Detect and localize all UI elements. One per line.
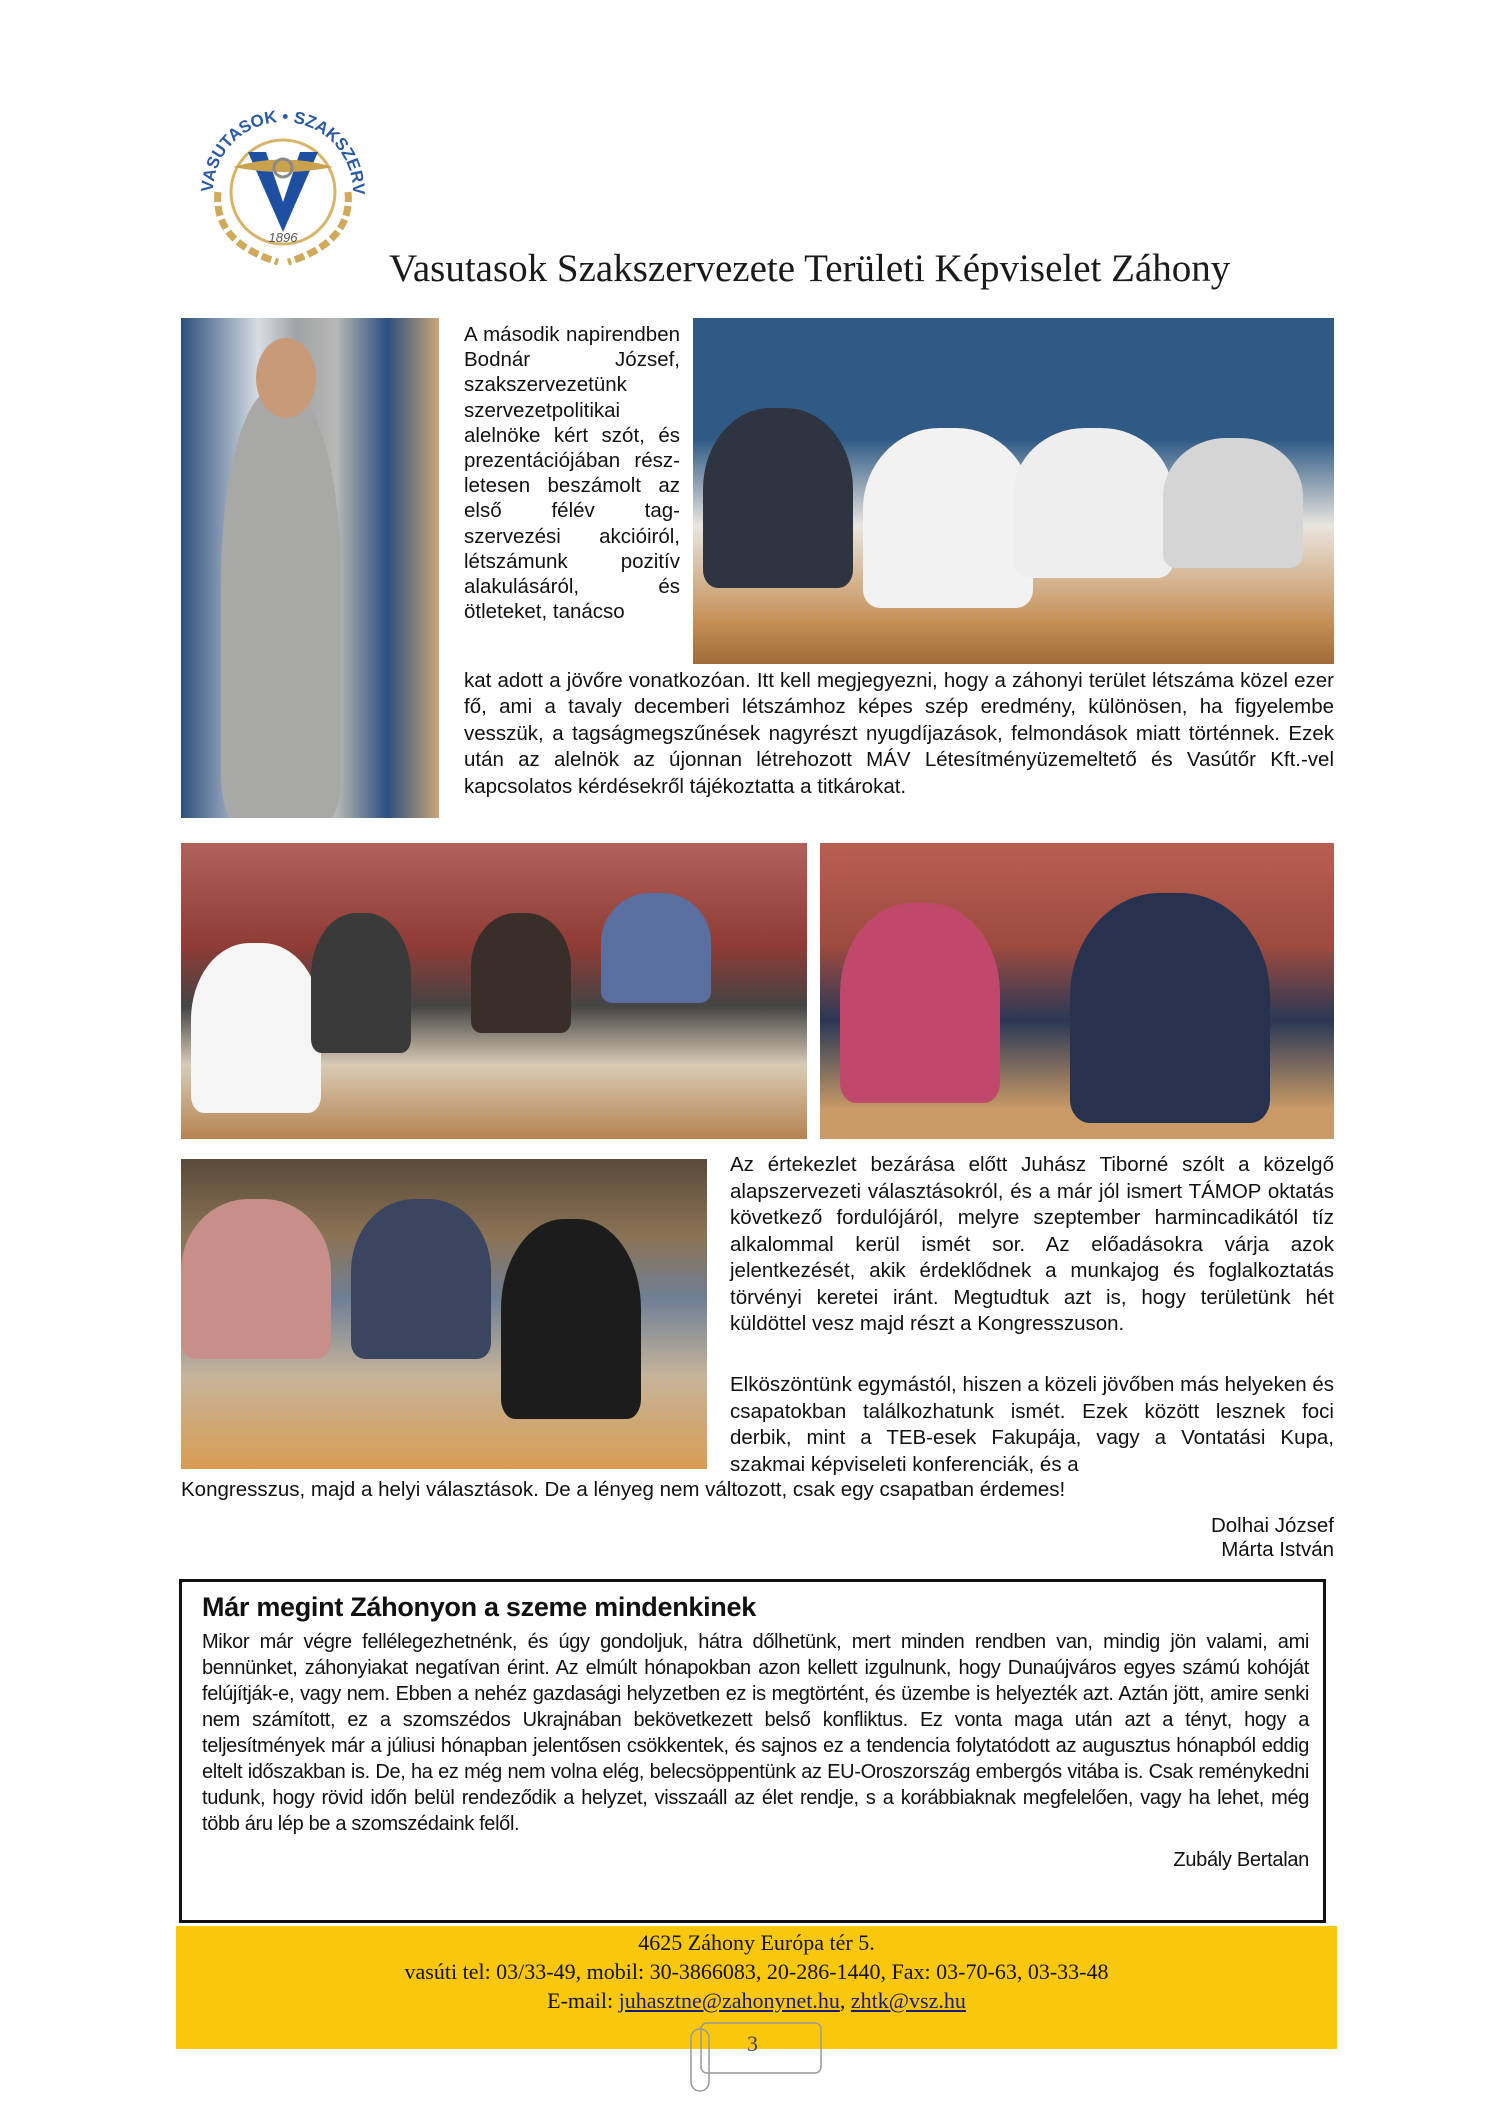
photo-meeting-table: [181, 843, 807, 1139]
signature-marta: Márta István: [1221, 1538, 1334, 1561]
article-paragraph-2: Az értekezlet bezárása előtt Juhász Tiborné szólt a közelgő alapszervezeti választásokról, és a már jól ismert TÁMOP oktatás következő fordulójáról, melyre szeptember harmincadikától tíz alkalommal kerül ismét sor. Az előadásokra várja azok jelentkezését, akik érdeklődnek a munkajog és foglalkoztatás törvényi keretei iránt. Megtudtuk azt is, hogy területünk hét küldöttel vesz majd részt a Kongresszuson.: [730, 1153, 1334, 1335]
page-number: 3: [747, 2031, 758, 2056]
email-link-juhasztne[interactable]: juhasztne@zahonynet.hu: [618, 1988, 840, 2013]
photo-speaker: [181, 318, 439, 818]
logo-year: 1896: [268, 230, 298, 245]
boxed-article: [179, 1579, 1326, 1923]
footer-address: 4625 Záhony Európa tér 5.: [638, 1930, 875, 1955]
article-paragraph-1-narrow: A második napirendben Bodnár József, szakszervezetünk szervezetpolitikai alelnöke kért szót, és prezentációjában részletesen beszámolt az első félév tagszervezési akcióiról, létszámunk pozitív alakulásáról, és ötleteket, tanácso: [464, 323, 680, 624]
page-title: Vasutasok Szakszervezete Területi Képviselet Záhony: [389, 247, 1231, 290]
boxed-article-signature: Zubály Bertalan: [1173, 1849, 1309, 1871]
signature-dolhai: Dolhai József: [1210, 1514, 1334, 1537]
photo-meeting-group: [181, 1159, 707, 1469]
email-separator: ,: [839, 1988, 851, 2013]
page-number-scroll: [689, 2019, 825, 2094]
svg-text:VASUTASOK • SZAKSZERVEZETE: VASUTASOK • SZAKSZERV: [197, 106, 369, 196]
article-paragraph-3: Elköszöntünk egymástól, hiszen a közeli jövőben más helyeken és csapatokban találkozhatunk ismét. Ezek között lesznek foci derbik, mint a TEB-esek Fakupája, vagy a Vontatási Kupa, szakmai képviseleti konferenciák, és a: [730, 1373, 1334, 1476]
photo-meeting-men: [693, 318, 1334, 664]
photo-meeting-pair: [820, 843, 1334, 1139]
article-paragraph-1-wide: kat adott a jövőre vonatkozóan. Itt kell megjegyezni, hogy a záhonyi terület létszáma közel ezer fő, ami a tavaly decemberi létszámhoz képes szép eredmény, különösen, ha figyelembe vesszük, a tagságmegszűnések nagyrészt nyugdíjazások, felmondások miatt történnek. Ezek után az alelnök az újonnan létrehozott MÁV Létesítményüzemeltető és Vasútőr Kft.-vel kapcsolatos kérdésekről tájékoztatta a titkárokat.: [464, 669, 1334, 798]
footer-phones: vasúti tel: 03/33-49, mobil: 30-3866083, 20-286-1440, Fax: 03-70-63, 03-33-48: [404, 1959, 1109, 1984]
boxed-article-body: Mikor már végre fellélegezhetnénk, és úgy gondoljuk, hátra dőlhetünk, mert minden rendben van, mindig jön valami, ami bennünket, záhonyiakat negatívan érint. Az elmúlt hónapokban azon kellett izgulnunk, hogy Dunaújváros egyes számú kohóját felújítják-e, vagy nem. Ebben a nehéz gazdasági helyzetben ez is megtörtént, és üzembe is helyezték azt. Aztán jött, amire senki nem számított, ez a szomszédos Ukrajnában bekövetkezett belső konfliktus. Ez vonta maga után azt a tényt, hogy a teljesítmények már a júliusi hónapban jelentősen csökkentek, és sajnos ez a tendencia folytatódott az augusztus hónapból eddig eltelt időszakban is. De, ha ez még nem volna elég, belecsöppentünk az EU-Oroszország embergós vitába is. Csak reménykedni tudunk, hogy rövid időn belül rendeződik a helyzet, visszaáll az élet rendje, s a korábbiaknak megfelelően, vagy ha lehet, még több áru lép be a szomszédaink felől.: [202, 1631, 1309, 1835]
email-label: E-mail:: [547, 1988, 619, 2013]
union-logo: [188, 92, 378, 274]
article-paragraph-3-last-line: Kongresszus, majd a helyi választások. De a lényeg nem változott, csak egy csapatban érdemes!: [181, 1478, 1066, 1501]
boxed-article-title: Már megint Záhonyon a szeme mindenkinek: [202, 1592, 756, 1622]
footer-email-line: [176, 1986, 1337, 2015]
email-link-zhtk[interactable]: zhtk@vsz.hu: [850, 1988, 966, 2013]
